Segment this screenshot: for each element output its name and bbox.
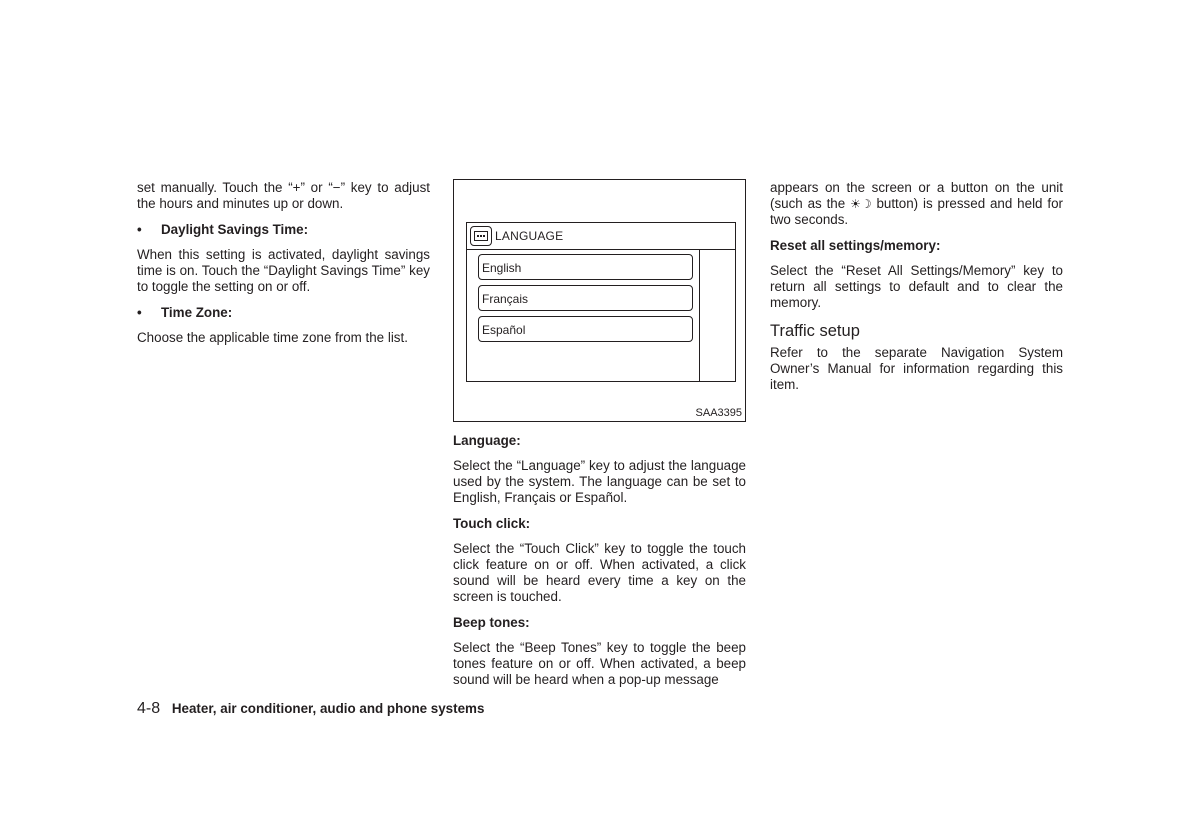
language-option-english[interactable]: English (478, 254, 693, 280)
daylight-savings-label: Daylight Savings Time: (161, 222, 309, 237)
scrollbar[interactable] (699, 250, 700, 381)
time-zone-paragraph: Choose the applicable time zone from the list. (137, 330, 408, 345)
language-option-francais[interactable]: Français (478, 285, 693, 311)
page-number: 4-8 (137, 700, 161, 717)
traffic-setup-paragraph: Refer to the separate Navigation System Owner’s Manual for information regarding this item. (770, 345, 1063, 392)
column-left (137, 180, 430, 356)
figure-code: SAA3395 (695, 407, 742, 419)
language-screen-figure (453, 179, 746, 422)
beep-tones-heading: Beep tones: (453, 615, 530, 630)
time-zone-label: Time Zone: (161, 305, 233, 320)
language-heading: Language: (453, 433, 521, 448)
language-paragraph: Select the “Language” key to adjust the language used by the system. The language can be set to English, Français or Español. (453, 458, 746, 505)
language-screen (466, 222, 736, 382)
bullet-icon: • (137, 305, 142, 320)
reset-paragraph: Select the “Reset All Settings/Memory” key to return all settings to default and to clear the memory. (770, 263, 1063, 310)
page-footer (137, 700, 484, 718)
beep-tones-paragraph: Select the “Beep Tones” key to toggle the beep tones feature on or off. When activated, a beep sound will be heard when a pop-up message (453, 640, 746, 687)
traffic-setup-heading: Traffic setup (770, 322, 860, 340)
language-settings-icon (470, 226, 492, 246)
reset-heading: Reset all settings/memory: (770, 238, 941, 253)
column-middle (453, 433, 746, 688)
language-option-espanol[interactable]: Español (478, 316, 693, 342)
intro-paragraph: set manually. Touch the “+” or “−” key to adjust the hours and minutes up or down. (137, 180, 430, 211)
screen-title: LANGUAGE (495, 229, 564, 243)
sun-moon-icon: ☀☽ (850, 197, 872, 211)
screen-header (467, 223, 735, 250)
continued-text-a: appears on the screen or a button on the unit (such as the (770, 180, 1063, 211)
daylight-savings-paragraph: When this setting is activated, daylight savings time is on. Touch the “Daylight Savings Time” key to toggle the setting on or off. (137, 247, 430, 294)
column-right (770, 180, 1063, 403)
touch-click-paragraph: Select the “Touch Click” key to toggle the touch click feature on or off. When activated, a click sound will be heard every time a key on the screen is touched. (453, 541, 746, 604)
time-zone-heading (137, 305, 430, 321)
bullet-icon: • (137, 222, 142, 237)
daylight-savings-heading (137, 222, 430, 238)
touch-click-heading: Touch click: (453, 516, 531, 531)
continued-text-b: button) is pressed and held for two seconds. (770, 196, 1063, 227)
continued-paragraph (770, 180, 1063, 228)
section-title: Heater, air conditioner, audio and phone systems (171, 701, 485, 716)
